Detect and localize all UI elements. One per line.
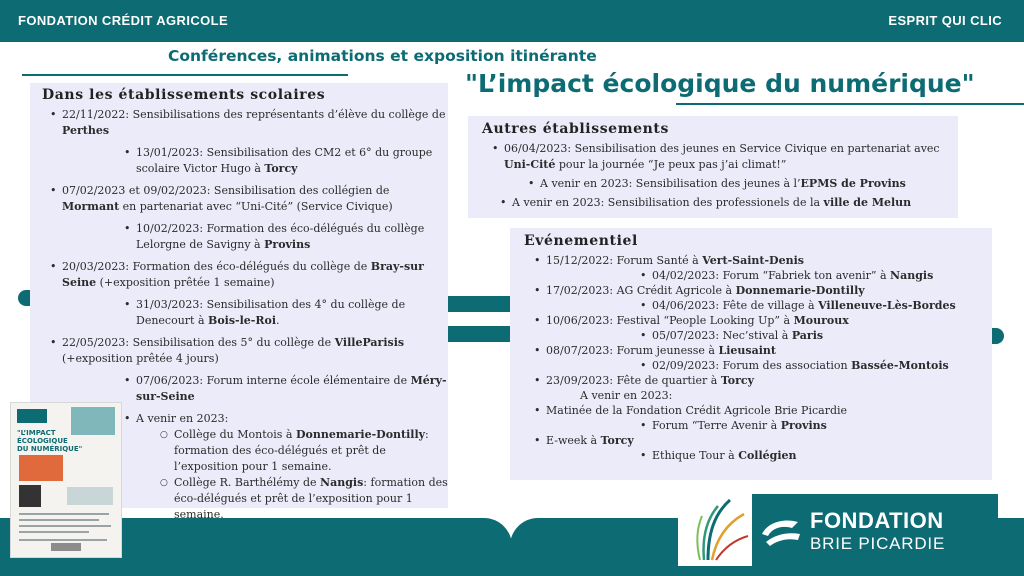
list-item — [524, 253, 992, 268]
list-item — [114, 373, 448, 405]
panel-evenementiel — [510, 228, 992, 480]
item-text: 17/02/2023: AG Crédit Agricole à — [546, 284, 736, 297]
logo-line1: FONDATION — [810, 508, 944, 533]
leaf-icon — [678, 494, 752, 566]
panel-heading: Dans les établissements scolaires — [42, 87, 326, 103]
place-name: Méry-sur-Seine — [136, 374, 447, 403]
list-item — [40, 107, 448, 139]
header-bar — [0, 0, 1024, 42]
item-text: 10/02/2023: Formation des éco-délégués du collège Lelorgne de Savigny à — [136, 222, 425, 251]
panel-heading: Autres établissements — [482, 121, 669, 137]
poster-qr-block — [19, 485, 41, 507]
place-name: VilleParisis — [334, 336, 405, 349]
item-text: Forum “Terre Avenir à — [652, 419, 781, 432]
place-name: Perthes — [62, 124, 110, 137]
place-name: Mouroux — [793, 314, 849, 327]
item-text: 20/03/2023: Formation des éco-délégués du collège de — [62, 260, 371, 273]
logo-line2: BRIE PICARDIE — [810, 534, 946, 553]
place-name: Donnemarie-Dontilly — [295, 428, 426, 441]
list-item — [630, 298, 992, 313]
place-name: Provins — [780, 419, 827, 432]
poster-logo-block — [17, 409, 47, 423]
item-text: (+exposition prêtée 1 semaine) — [96, 276, 275, 289]
place-name: Bois-le-Roi — [208, 314, 277, 327]
item-text: 15/12/2022: Forum Santé à — [546, 254, 703, 267]
list-item — [160, 427, 448, 475]
item-text: A venir en 2023: Sensibilisation des professionels de la — [512, 196, 824, 209]
place-name: Torcy — [264, 162, 298, 175]
item-text: 22/05/2023: Sensibilisation des 5° du collège de — [62, 336, 335, 349]
fondation-logo — [678, 494, 998, 566]
place-name: Torcy — [720, 374, 754, 387]
list-item — [482, 141, 958, 173]
subtitle: Conférences, animations et exposition itinérante — [168, 47, 597, 65]
item-text: . — [276, 314, 280, 327]
list-item — [524, 433, 992, 448]
item-text: 06/04/2023: Sensibilisation des jeunes en Service Civique en partenariat avec — [504, 142, 940, 155]
place-name: Uni-Cité — [504, 158, 556, 171]
list-item — [630, 328, 992, 343]
header-left-label: FONDATION CRÉDIT AGRICOLE — [18, 13, 229, 28]
item-text: en partenariat avec “Uni-Cité” (Service Civique) — [119, 200, 393, 213]
list-item — [518, 176, 958, 192]
list-item — [630, 268, 992, 283]
place-name: Torcy — [600, 434, 634, 447]
title-underline — [676, 103, 1024, 105]
subtitle-underline — [22, 74, 348, 76]
list-item — [114, 145, 448, 177]
item-text: Collège du Montois à — [174, 428, 296, 441]
item-text: A venir en 2023: — [136, 412, 229, 425]
item-text: 10/06/2023: Festival “People Looking Up” à — [546, 314, 794, 327]
place-name: Paris — [791, 329, 824, 342]
place-name: ville de Melun — [823, 196, 912, 209]
item-text: 08/07/2023: Forum jeunesse à — [546, 344, 719, 357]
place-name: Donnemarie-Dontilly — [735, 284, 865, 297]
item-text: 07/02/2023 et 09/02/2023: Sensibilisation des collégien de — [62, 184, 390, 197]
list-item — [630, 418, 992, 433]
list-autres — [482, 141, 958, 211]
poster-text-line — [19, 539, 107, 541]
item-text: A venir en 2023: — [580, 389, 673, 402]
poster-text-line — [19, 531, 89, 533]
poster-photo-block — [67, 487, 113, 505]
header-right-label: ESPRIT QUI CLIC — [888, 13, 1002, 28]
item-text: 13/01/2023: Sensibilisation des CM2 et 6° du groupe scolaire Victor Hugo à — [136, 146, 433, 175]
place-name: Collégien — [738, 449, 797, 462]
item-text: 07/06/2023: Forum interne école élémentaire de — [136, 374, 411, 387]
poster-text-line — [19, 513, 109, 515]
panel-autres — [468, 116, 958, 218]
place-name: Bassée-Montois — [851, 359, 949, 372]
place-name: Vert-Saint-Denis — [702, 254, 804, 267]
item-text: 31/03/2023: Sensibilisation des 4° du collège de Denecourt à — [136, 298, 406, 327]
place-name: Mormant — [62, 200, 120, 213]
item-text: Collège R. Barthélémy de — [174, 476, 321, 489]
place-name: Bray-sur Seine — [62, 260, 424, 289]
panel-heading: Evénementiel — [524, 233, 638, 249]
item-text: : formation des éco-délégués et prêt de l’exposition pour 1 semaine. — [174, 428, 429, 473]
place-name: Provins — [264, 238, 311, 251]
item-text: Matinée de la Fondation Crédit Agricole Brie Picardie — [546, 404, 848, 417]
place-name: Villeneuve-Lès-Bordes — [818, 299, 956, 312]
decor-shape — [448, 296, 510, 312]
item-text: 04/02/2023: Forum “Fabriek ton avenir” à — [652, 269, 891, 282]
list-item — [524, 373, 992, 388]
item-text: 02/09/2023: Forum des association — [652, 359, 852, 372]
item-text: (+exposition prêtée 4 jours) — [62, 352, 219, 365]
list-item — [558, 388, 992, 403]
list-item — [524, 343, 992, 358]
list-evenementiel — [524, 253, 992, 463]
credit-agricole-icon — [758, 512, 804, 548]
item-text: Ethique Tour à — [652, 449, 739, 462]
item-text: 22/11/2022: Sensibilisations des représentants d’élève du collège de — [62, 108, 446, 121]
list-item — [524, 313, 992, 328]
list-item — [630, 448, 992, 463]
place-name: EPMS de Provins — [800, 177, 906, 190]
list-item — [40, 183, 448, 215]
item-text: 04/06/2023: Fête de village à — [652, 299, 819, 312]
place-name: Lieusaint — [718, 344, 776, 357]
poster-text-line — [19, 519, 99, 521]
list-item — [524, 283, 992, 298]
item-text: 05/07/2023: Nec’stival à — [652, 329, 792, 342]
list-item — [40, 259, 448, 291]
item-text: : formation des éco-délégués et prêt de l’exposition pour 1 semaine. — [174, 476, 448, 521]
place-name: Nangis — [320, 476, 364, 489]
item-text: A venir en 2023: Sensibilisation des jeunes à l’ — [540, 177, 801, 190]
list-item — [490, 195, 958, 211]
poster-text-line — [19, 525, 111, 527]
list-item — [524, 403, 992, 418]
item-text: E-week à — [546, 434, 601, 447]
list-item — [114, 221, 448, 253]
poster-title-text: "L’IMPACT ÉCOLOGIQUE DU NUMÉRIQUE" — [17, 429, 83, 453]
place-name: Nangis — [890, 269, 934, 282]
poster-list-block — [19, 455, 63, 481]
list-item — [40, 335, 448, 367]
list-item — [630, 358, 992, 373]
item-text: 23/09/2023: Fête de quartier à — [546, 374, 721, 387]
decor-shape — [448, 326, 510, 342]
poster-thumbnail — [10, 402, 122, 558]
item-text: pour la journée “Je peux pas j’ai climat!” — [555, 158, 787, 171]
poster-footer-block — [51, 543, 81, 551]
list-item — [114, 297, 448, 329]
list-item — [114, 411, 448, 427]
list-item — [160, 475, 448, 523]
decor-shape — [990, 328, 1004, 344]
page-title: "L’impact écologique du numérique" — [465, 69, 975, 98]
